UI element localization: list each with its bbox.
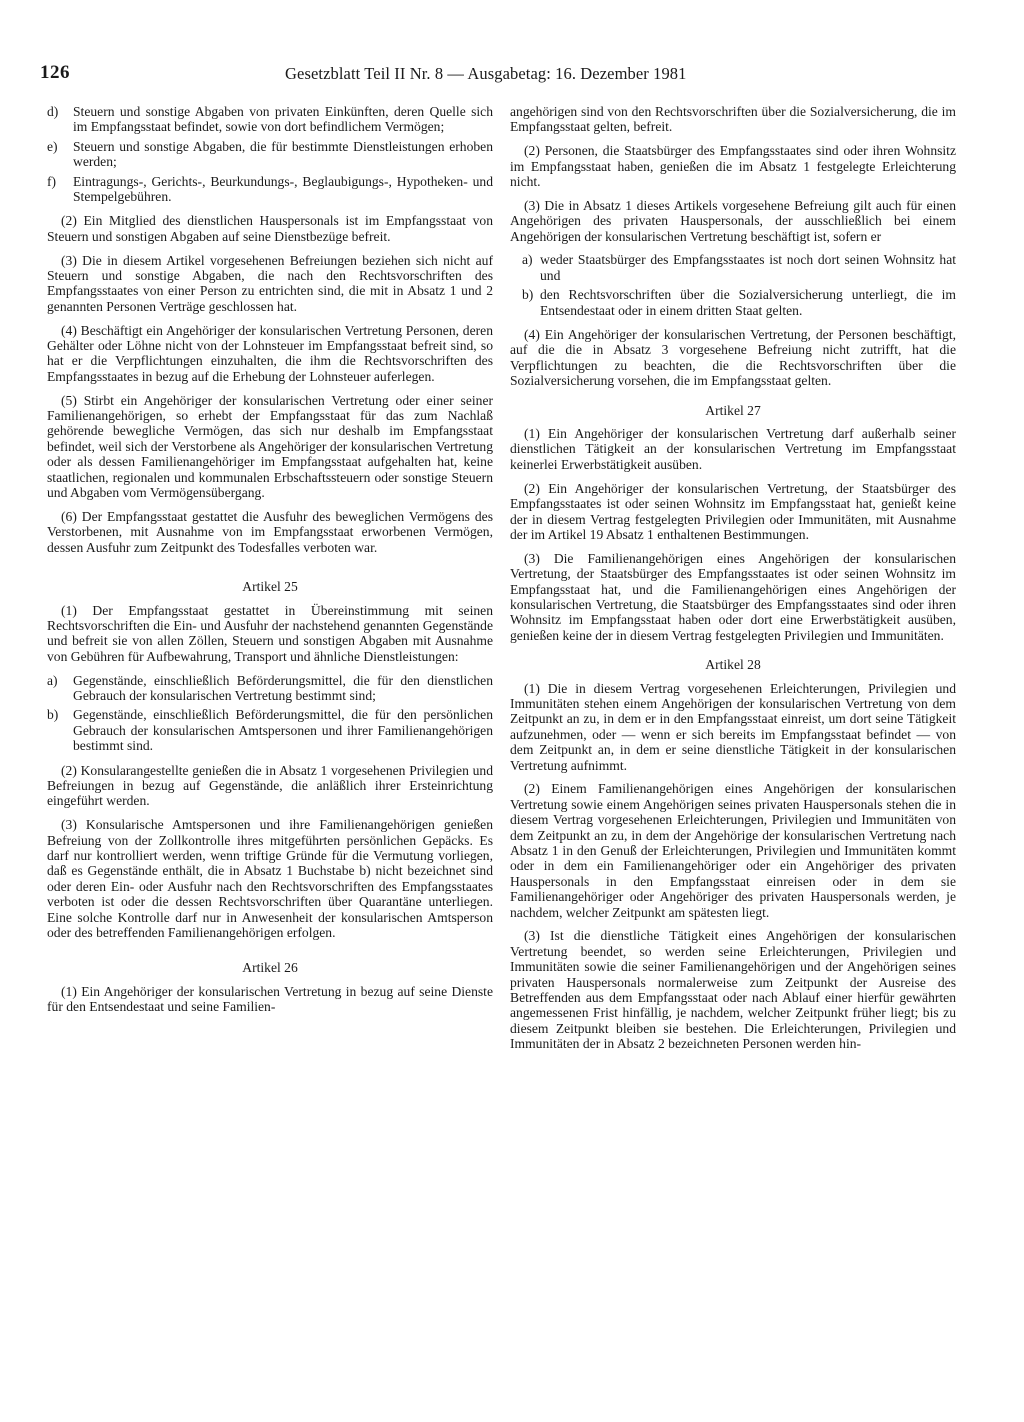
list-marker: e) xyxy=(47,138,58,154)
list-text: Eintragungs-, Gerichts-, Beurkundungs-, Beglaubigungs-, Hypotheken- und Stempelgebühren. xyxy=(73,173,493,205)
article-heading: Artikel 25 xyxy=(242,579,298,595)
list-item xyxy=(47,673,493,704)
list-item xyxy=(510,287,956,318)
paragraph: (4) Beschäftigt ein Angehöriger der konsularischen Vertretung Personen, deren Gehälter oder Löhne nicht von der Lohnsteuer im Empfangsstaat befreit sind, so hat er die Verpflichtungen einzuhalten, die ihm die Rechtsvorschriften des Empfangsstaates in bezug auf die Erhebung der Lohnsteuer auferlegen. xyxy=(47,322,493,384)
list-text: Gegenstände, einschließlich Beförderungsmittel, die für den dienstlichen Gebrauch der konsularischen Vertretung bestimmt sind; xyxy=(73,672,493,703)
list-item xyxy=(47,104,493,135)
paragraph: (2) Einem Familienangehörigen eines Angehörigen der konsularischen Vertretung sowie einem Angehörigen seines privaten Hauspersonals stehen die in diesem Vertrag vorgesehenen Erleichterungen, Privilegien und Immunitäten von dem Zeitpunkt an zu, in dem der Angehörige der konsularischen Vertretung nach Absatz 1 in den Genuß der Erleichterungen, Privilegien und Immunitäten kommt oder in dem ein Familienangehöriger oder ein Angehöriger des privaten Hauspersonals in den Empfangsstaat einreisen oder in dem sie Familienangehöriger oder Angehöriger des privaten Hauspersonals werden, je nachdem, welcher Zeitpunkt am spätesten liegt. xyxy=(510,781,956,920)
list-marker: d) xyxy=(47,104,59,119)
paragraph: (1) Ein Angehöriger der konsularischen Vertretung darf außerhalb seiner dienstlichen Tätigkeit an der konsularischen Vertretung im Empfangsstaat keinerlei Erwerbstätigkeit ausüben. xyxy=(510,426,956,472)
list-marker: f) xyxy=(47,173,57,189)
paragraph: (3) Die Familienangehörigen eines Angehörigen der konsularischen Vertretung, der Staatsbürger des Empfangsstaates ist oder seinen Wohnsitz im Empfangsstaat hat, und die Familienangehörigen eines Angehörigen der konsularischen Vertretung, die Staatsbürger des Empfangsstaates sind oder ihren Wohnsitz im Empfangsstaat haben oder dort eine Erwerbstätigkeit ausüben, genießen keine der in diesem Vertrag festgelegten Privilegien und Immunitäten. xyxy=(510,550,956,643)
paragraph: (2) Konsularangestellte genießen die in Absatz 1 vorgesehenen Privilegien und Befreiungen in bezug auf Gegenstände, die anläßlich ihrer Ersteinrichtung eingeführt werden. xyxy=(47,762,493,809)
list-item xyxy=(47,707,493,753)
list-text: Steuern und sonstige Abgaben von privaten Einkünften, deren Quelle sich im Empfangsstaat befindet, sowie von dort befindlichem Vermögen; xyxy=(73,104,493,135)
gazette-title: Gesetzblatt Teil II Nr. 8 — Ausgabetag: 16. Dezember 1981 xyxy=(285,64,687,83)
paragraph: (2) Ein Angehöriger der konsularischen Vertretung, der Staatsbürger des Empfangsstaates ist oder seinen Wohnsitz im Empfangsstaat hat, genießt keine der in diesem Vertrag festgelegten Privilegien oder Immunitäten, mit Ausnahme der im Artikel 19 Absatz 1 enthaltenen Bestimmungen. xyxy=(510,480,956,542)
list-marker: a) xyxy=(522,252,533,268)
paragraph: (1) Die in diesem Vertrag vorgesehenen Erleichterungen, Privilegien und Immunitäten stehen einem Angehörigen der konsularischen Vertretung von dem Zeitpunkt an zu, in dem er in den Empfangsstaat einreist, um dort seine Tätigkeit aufzunehmen, oder — wenn er sich bereits im Empfangsstaat befindet — von dem Zeitpunkt an, in dem er seine dienstliche Tätigkeit in der konsularischen Vertretung aufnimmt. xyxy=(510,680,956,773)
list-item xyxy=(47,174,493,205)
paragraph: (4) Ein Angehöriger der konsularischen Vertretung, der Personen beschäftigt, auf die die in Absatz 3 vorgesehene Befreiung nicht zutrifft, hat die Verpflichtungen zu beachten, die die Rechtsvorschriften über die Sozialversicherung vorsehen, die im Empfangsstaat gelten. xyxy=(510,327,956,389)
list-marker: b) xyxy=(522,287,534,303)
page-header xyxy=(40,62,985,90)
list-marker: b) xyxy=(47,707,59,723)
list-text: den Rechtsvorschriften über die Sozialversicherung unterliegt, die im Entsendestaat oder in einem dritten Staat gelten. xyxy=(540,287,956,318)
list-text: Steuern und sonstige Abgaben, die für bestimmte Dienstleistungen erhoben werden; xyxy=(73,138,493,170)
list-marker: a) xyxy=(47,672,58,688)
article-heading: Artikel 28 xyxy=(705,657,761,673)
paragraph: (1) Ein Angehöriger der konsularischen Vertretung in bezug auf seine Dienste für den Entsendestaat und seine Familien- xyxy=(47,983,493,1015)
paragraph: (5) Stirbt ein Angehöriger der konsularischen Vertretung oder einer seiner Familienangehörigen, so erhebt der Empfangsstaat für das zum Nachlaß gehörende bewegliche Vermögen, das sich nur deshalb im Empfangsstaat befindet, weil sich der Verstorbene als Angehöriger der konsularischen Vertretung oder als dessen Familienangehöriger im Empfangsstaat aufgehalten hat, keine staatlichen, regionalen und kommunalen Erbschaftssteuern oder sonstige Steuern und Abgaben vom Vermögensübergang. xyxy=(47,392,493,501)
list-text: Gegenstände, einschließlich Beförderungsmittel, die für den persönlichen Gebrauch der konsularischen Amtspersonen und ihrer Familienangehörigen bestimmt sind. xyxy=(73,707,493,754)
paragraph: (2) Ein Mitglied des dienstlichen Hauspersonals ist im Empfangsstaat von Steuern und sonstigen Abgaben auf seine Dienstbezüge befreit. xyxy=(47,213,493,244)
paragraph: (1) Der Empfangsstaat gestattet in Übereinstimmung mit seinen Rechtsvorschriften die Ein- und Ausfuhr der nachstehend genannten Gegenstände und befreit sie von allen Zöllen, Steuern und sonstigen Abgaben mit Ausnahme von Gebühren für Aufbewahrung, Transport und ähnliche Dienstleistungen: xyxy=(47,602,493,664)
list-item xyxy=(510,252,956,283)
paragraph: (3) Ist die dienstliche Tätigkeit eines Angehörigen der konsularischen Vertretung beendet, so werden seine Erleichterungen, Privilegien und Immunitäten sowie die seiner Familienangehörigen und der Angehörigen seines privaten Hauspersonals normalerweise zum Zeitpunkt der Ausreise des Betreffenden aus dem Empfangsstaat oder nach Ablauf einer hierfür gewährten angemessenen Frist hinfällig, je nachdem, welcher Zeitpunkt früher liegt; bis zu diesem Zeitpunkt bleiben sie bestehen. Die Erleichterungen, Privilegien und Immunitäten der in Absatz 2 bezeichneten Personen werden hin- xyxy=(510,928,956,1052)
article-heading: Artikel 26 xyxy=(242,960,298,976)
paragraph: (3) Die in Absatz 1 dieses Artikels vorgesehene Befreiung gilt auch für einen Angehörigen des privaten Hauspersonals, der ausschließlich bei einem Angehörigen der konsularischen Vertretung beschäftigt ist, sofern er xyxy=(510,197,956,244)
paragraph: (2) Personen, die Staatsbürger des Empfangsstaates sind oder ihren Wohnsitz im Empfangsstaat haben, genießen die im Absatz 1 festgelegte Erleichterung nicht. xyxy=(510,143,956,190)
list-item xyxy=(47,139,493,170)
article-heading: Artikel 27 xyxy=(705,402,761,418)
paragraph: angehörigen sind von den Rechtsvorschriften über die Sozialversicherung, die im Empfangsstaat gelten, befreit. xyxy=(510,104,956,135)
paragraph: (3) Konsularische Amtspersonen und ihre Familienangehörigen genießen Befreiung von der Zollkontrolle ihres mitgeführten persönlichen Gepäcks. Es darf nur kontrolliert werden, wenn triftige Gründe für die Vermutung vorliegen, daß es Gegenstände enthält, die in Absatz 1 Buchstabe b) nicht bezeichnet sind oder deren Ein- oder Ausfuhr nach den Rechtsvorschriften des Empfangsstaates verboten ist oder die dessen Rechtsvorschriften über Quarantäne unterliegen. Eine solche Kontrolle darf nur in Anwesenheit der konsularischen Amtsperson oder des betreffenden Familienangehörigen erfolgen. xyxy=(47,817,493,941)
right-column xyxy=(510,104,956,1060)
left-column xyxy=(47,104,493,1023)
paragraph: (3) Die in diesem Artikel vorgesehenen Befreiungen beziehen sich nicht auf Steuern und sonstige Abgaben, die nach den Rechtsvorschriften des Empfangsstaates von einer Person zu entrichten sind, die mit in Absatz 1 und 2 genannten Personen Verträge geschlossen hat. xyxy=(47,252,493,314)
list-text: weder Staatsbürger des Empfangsstaates ist noch dort seinen Wohnsitz hat und xyxy=(540,252,956,283)
paragraph: (6) Der Empfangsstaat gestattet die Ausfuhr des beweglichen Vermögens des Verstorbenen, mit Ausnahme von im Empfangsstaat erworbenen Vermögen, dessen Ausfuhr zum Zeitpunkt des Todesfalles verboten war. xyxy=(47,508,493,555)
page-number: 126 xyxy=(40,62,70,83)
